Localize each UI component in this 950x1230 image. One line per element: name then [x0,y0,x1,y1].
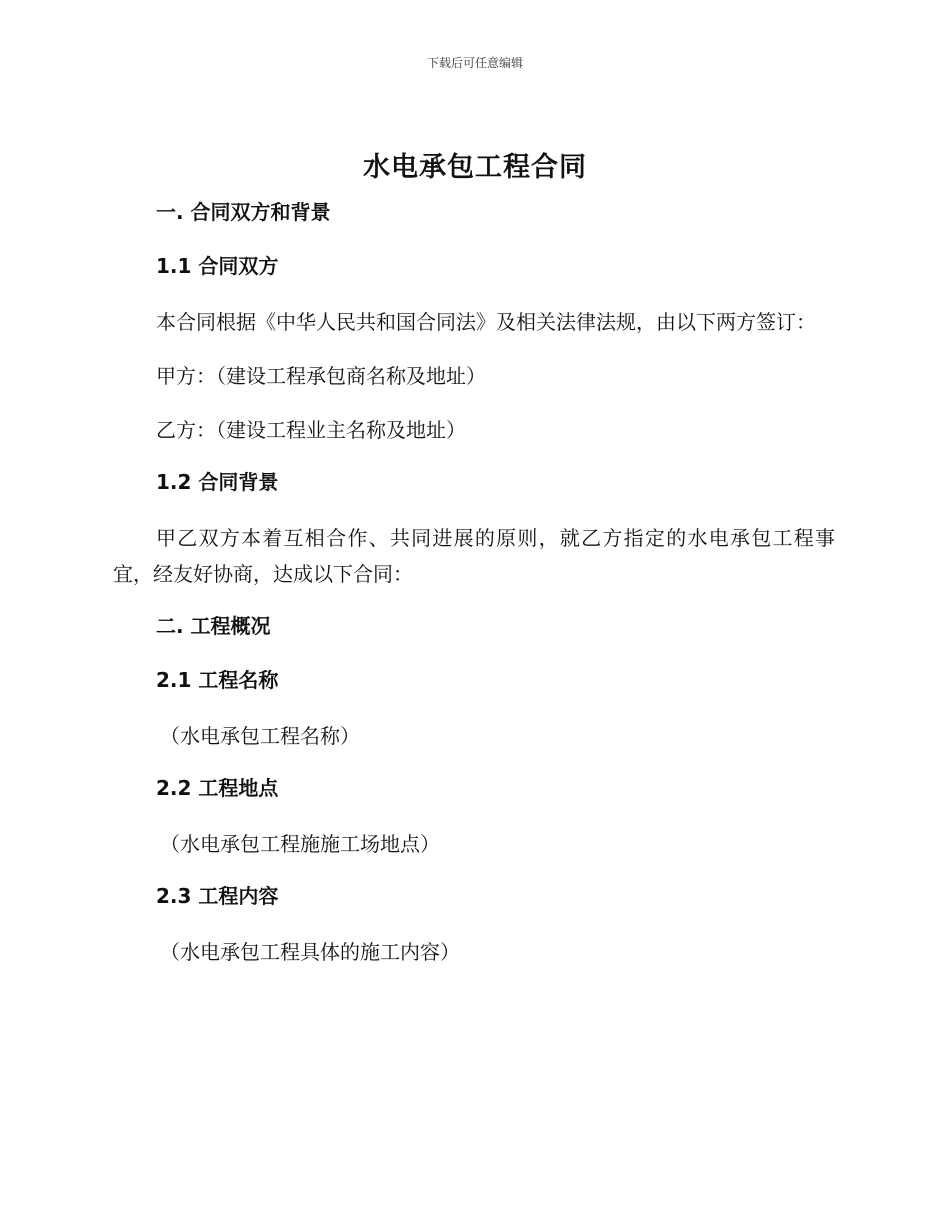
section-1-2-paragraph: 甲乙双方本着互相合作、共同进展的原则，就乙方指定的水电承包工程事宜，经友好协商，达成以下合同： [113,526,835,586]
section-2-1-heading: 2.1 工程名称 [156,668,279,692]
section-1-2-heading: 1.2 合同背景 [156,470,279,494]
section-1-1-paragraph: 本合同根据《中华人民共和国合同法》及相关法律法规，由以下两方签订： [156,310,816,334]
section-2-heading: 二. 工程概况 [156,614,271,638]
document-body [113,196,835,988]
section-2-1-paragraph: （水电承包工程名称） [160,724,360,748]
party-a-line: 甲方：（建设工程承包商名称及地址） [156,364,486,388]
section-1-heading: 一. 合同双方和背景 [156,200,331,224]
section-2-2-paragraph: （水电承包工程施施工场地点） [160,832,440,856]
party-b-line: 乙方：（建设工程业主名称及地址） [156,418,466,442]
section-2-3-paragraph: （水电承包工程具体的施工内容） [160,940,460,964]
header-note: 下载后可任意编辑 [426,56,523,70]
section-2-2-heading: 2.2 工程地点 [156,776,279,800]
document-title: 水电承包工程合同 [363,152,587,183]
section-2-3-heading: 2.3 工程内容 [156,884,279,908]
section-1-1-heading: 1.1 合同双方 [156,254,279,278]
